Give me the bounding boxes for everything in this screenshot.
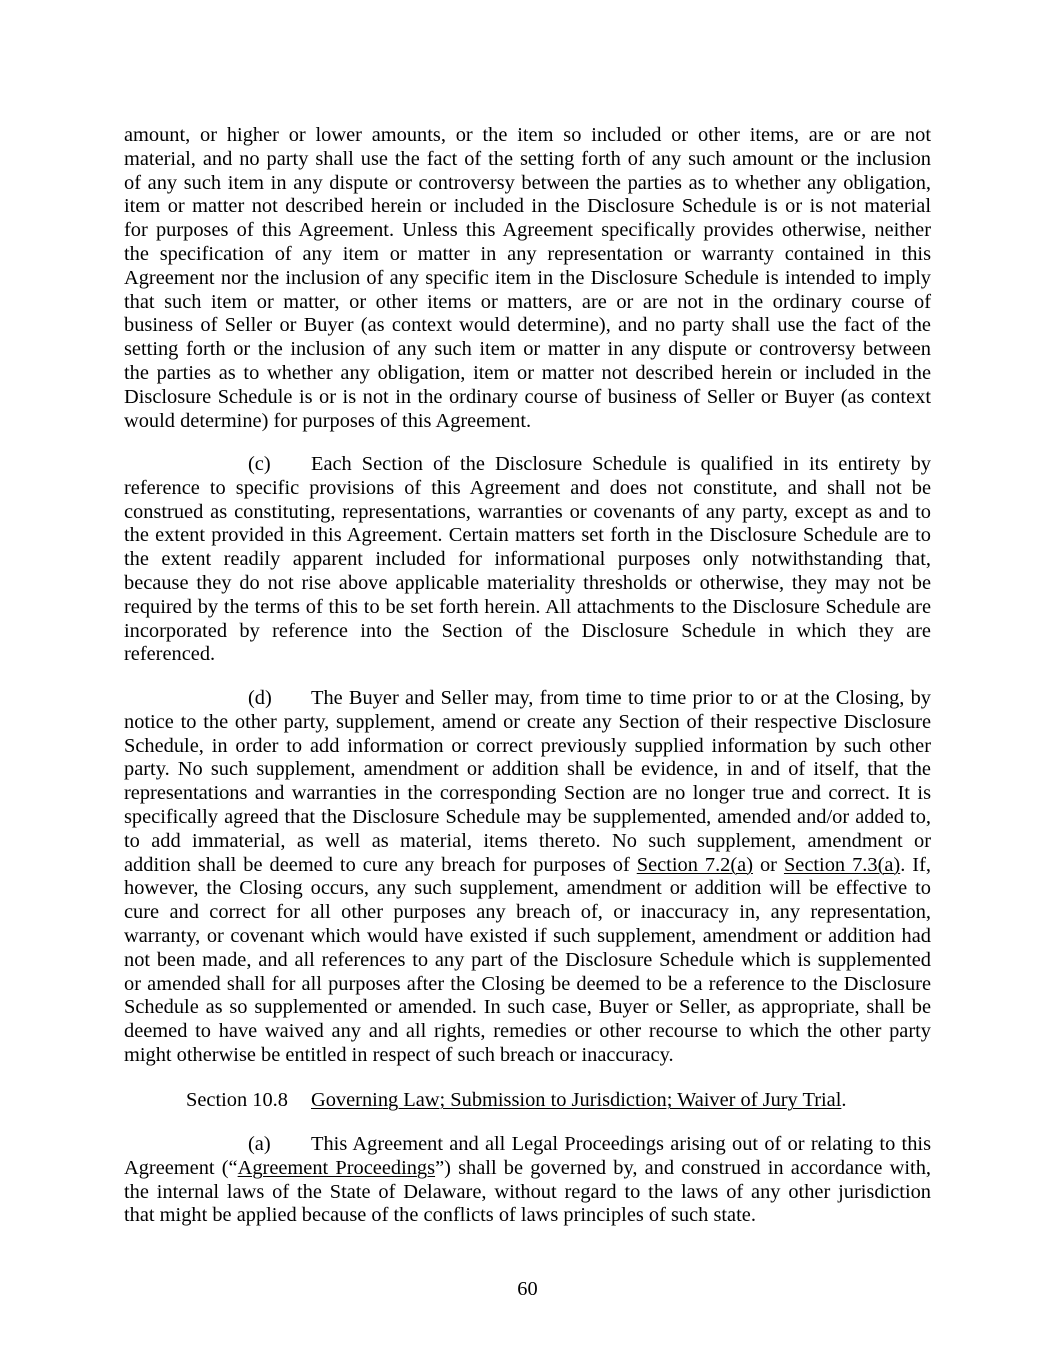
text-line: the parties as to whether any obligation, item or matter not described herein or included in the <box>124 361 931 384</box>
text-line: Schedule as so supplemented or amended. In such case, Buyer or Seller, as appropriate, shall be <box>124 996 931 1019</box>
text-segment: or <box>753 853 784 876</box>
text-line: party. No such supplement, amendment or addition shall be evidence, in and of itself, that the <box>124 758 931 781</box>
text-line: reference to specific provisions of this Agreement and does not constitute, and shall not be <box>124 476 931 499</box>
paragraph-label: (a) <box>248 1133 271 1155</box>
text-segment: addition shall be deemed to cure any breach for purposes of <box>124 853 637 876</box>
text-line: deemed to have waived any and all rights, remedies or other recourse to which the other party <box>124 1020 931 1043</box>
text-line <box>124 1157 931 1181</box>
text-line: item or matter not described herein or included in the Disclosure Schedule is or is not material <box>124 195 931 218</box>
text-line: because they do not rise above applicable materiality thresholds or otherwise, they may not be <box>124 571 931 594</box>
text-line: not been made, and all references to any part of the Disclosure Schedule which is supplemented <box>124 948 931 971</box>
text-line: the specification of any item or matter in any representation or warranty contained in this <box>124 242 931 265</box>
paragraph-a <box>124 1133 931 1228</box>
text-line: or amended shall for all purposes after the Closing be deemed to be a reference to the Disclosure <box>124 972 931 995</box>
text-line: Each Section of the Disclosure Schedule is qualified in its entirety by <box>311 453 931 475</box>
text-line: Schedule, in order to add information or correct previously supplied information by such other <box>124 734 931 757</box>
text-line: construed as constituting, representations, warranties or covenants of any party, except as and to <box>124 500 931 523</box>
text-line: however, the Closing occurs, any such supplement, amendment or addition will be effective to <box>124 877 931 900</box>
text-line: warranty, or covenant which would have existed if such supplement, amendment or addition had <box>124 924 931 947</box>
text-line: Disclosure Schedule is or is not in the ordinary course of business of Seller or Buyer (as context <box>124 385 931 408</box>
underlined-term: Section 7.2(a) <box>636 853 753 876</box>
text-line: specifically agreed that the Disclosure Schedule may be supplemented, amended and/or added to, <box>124 805 931 828</box>
text-line: might otherwise be entitled in respect of such breach or inaccuracy. <box>124 1043 674 1066</box>
text-line: setting forth or the inclusion of any such item or matter in any dispute or controversy between <box>124 338 931 361</box>
text-line: of any such item in any dispute or controversy between the parties as to whether any obligation, <box>124 171 931 194</box>
paragraph-label: (d) <box>248 687 272 709</box>
text-line: the extent provided in this Agreement. Certain matters set forth in the Disclosure Schedule are to <box>124 524 931 547</box>
page-number: 60 <box>517 1278 538 1300</box>
underlined-term: Agreement Proceedings <box>237 1156 436 1179</box>
paragraph-label: (c) <box>248 453 271 475</box>
paragraph-d <box>124 687 931 1068</box>
paragraph-c <box>124 453 931 667</box>
text-line: to add immaterial, as well as material, items thereto. No such supplement, amendment or <box>124 829 931 852</box>
text-segment: Agreement (“ <box>124 1156 238 1179</box>
text-line: the internal laws of the State of Delaware, without regard to the laws of any other jurisdiction <box>124 1180 931 1203</box>
text-line: the extent readily apparent included for informational purposes only notwithstanding that, <box>124 548 931 571</box>
underlined-term: Section 7.3(a) <box>783 853 901 876</box>
text-line: required by the terms of this to be set forth herein. All attachments to the Disclosure Schedule are <box>124 595 931 618</box>
text-segment: . If, <box>900 853 931 876</box>
text-line: material, and no party shall use the fact of the setting forth of any such amount or the inclusion <box>124 147 931 170</box>
text-line: cure and correct for all other purposes any breach of, or inaccuracy in, any representation, <box>124 901 931 924</box>
text-segment: ”) shall be governed by, and construed in accordance with, <box>435 1156 931 1179</box>
text-line: that such item or matter, or other items or matters, are or are not in the ordinary course of <box>124 290 931 313</box>
section-heading <box>124 1089 931 1113</box>
section-number: Section 10.8 <box>186 1089 288 1111</box>
text-line: Agreement nor the inclusion of any specific item in the Disclosure Schedule is intended to imply <box>124 266 931 289</box>
text-line: notice to the other party, supplement, amend or create any Section of their respective Disclosure <box>124 710 931 733</box>
text-line: This Agreement and all Legal Proceedings arising out of or relating to this <box>311 1133 931 1155</box>
text-line: that might be applied because of the conflicts of laws principles of such state. <box>124 1204 756 1227</box>
section-title-suffix: . <box>841 1089 847 1111</box>
text-line: incorporated by reference into the Section of the Disclosure Schedule in which they are <box>124 619 931 642</box>
text-line <box>124 854 931 878</box>
text-line: business of Seller or Buyer (as context would determine), and no party shall use the fact of the <box>124 314 931 337</box>
text-line: representations and warranties in the corresponding Section are no longer true and correct. It is <box>124 782 931 805</box>
paragraph-continuation <box>124 124 931 433</box>
text-line: for purposes of this Agreement. Unless this Agreement specifically provides otherwise, neither <box>124 219 931 242</box>
section-title: Governing Law; Submission to Jurisdiction; Waiver of Jury Trial <box>311 1089 842 1111</box>
text-line: The Buyer and Seller may, from time to time prior to or at the Closing, by <box>311 687 931 709</box>
text-line: would determine) for purposes of this Agreement. <box>124 409 532 432</box>
text-line: amount, or higher or lower amounts, or the item so included or other items, are or are not <box>124 124 931 146</box>
text-line: referenced. <box>124 643 216 666</box>
